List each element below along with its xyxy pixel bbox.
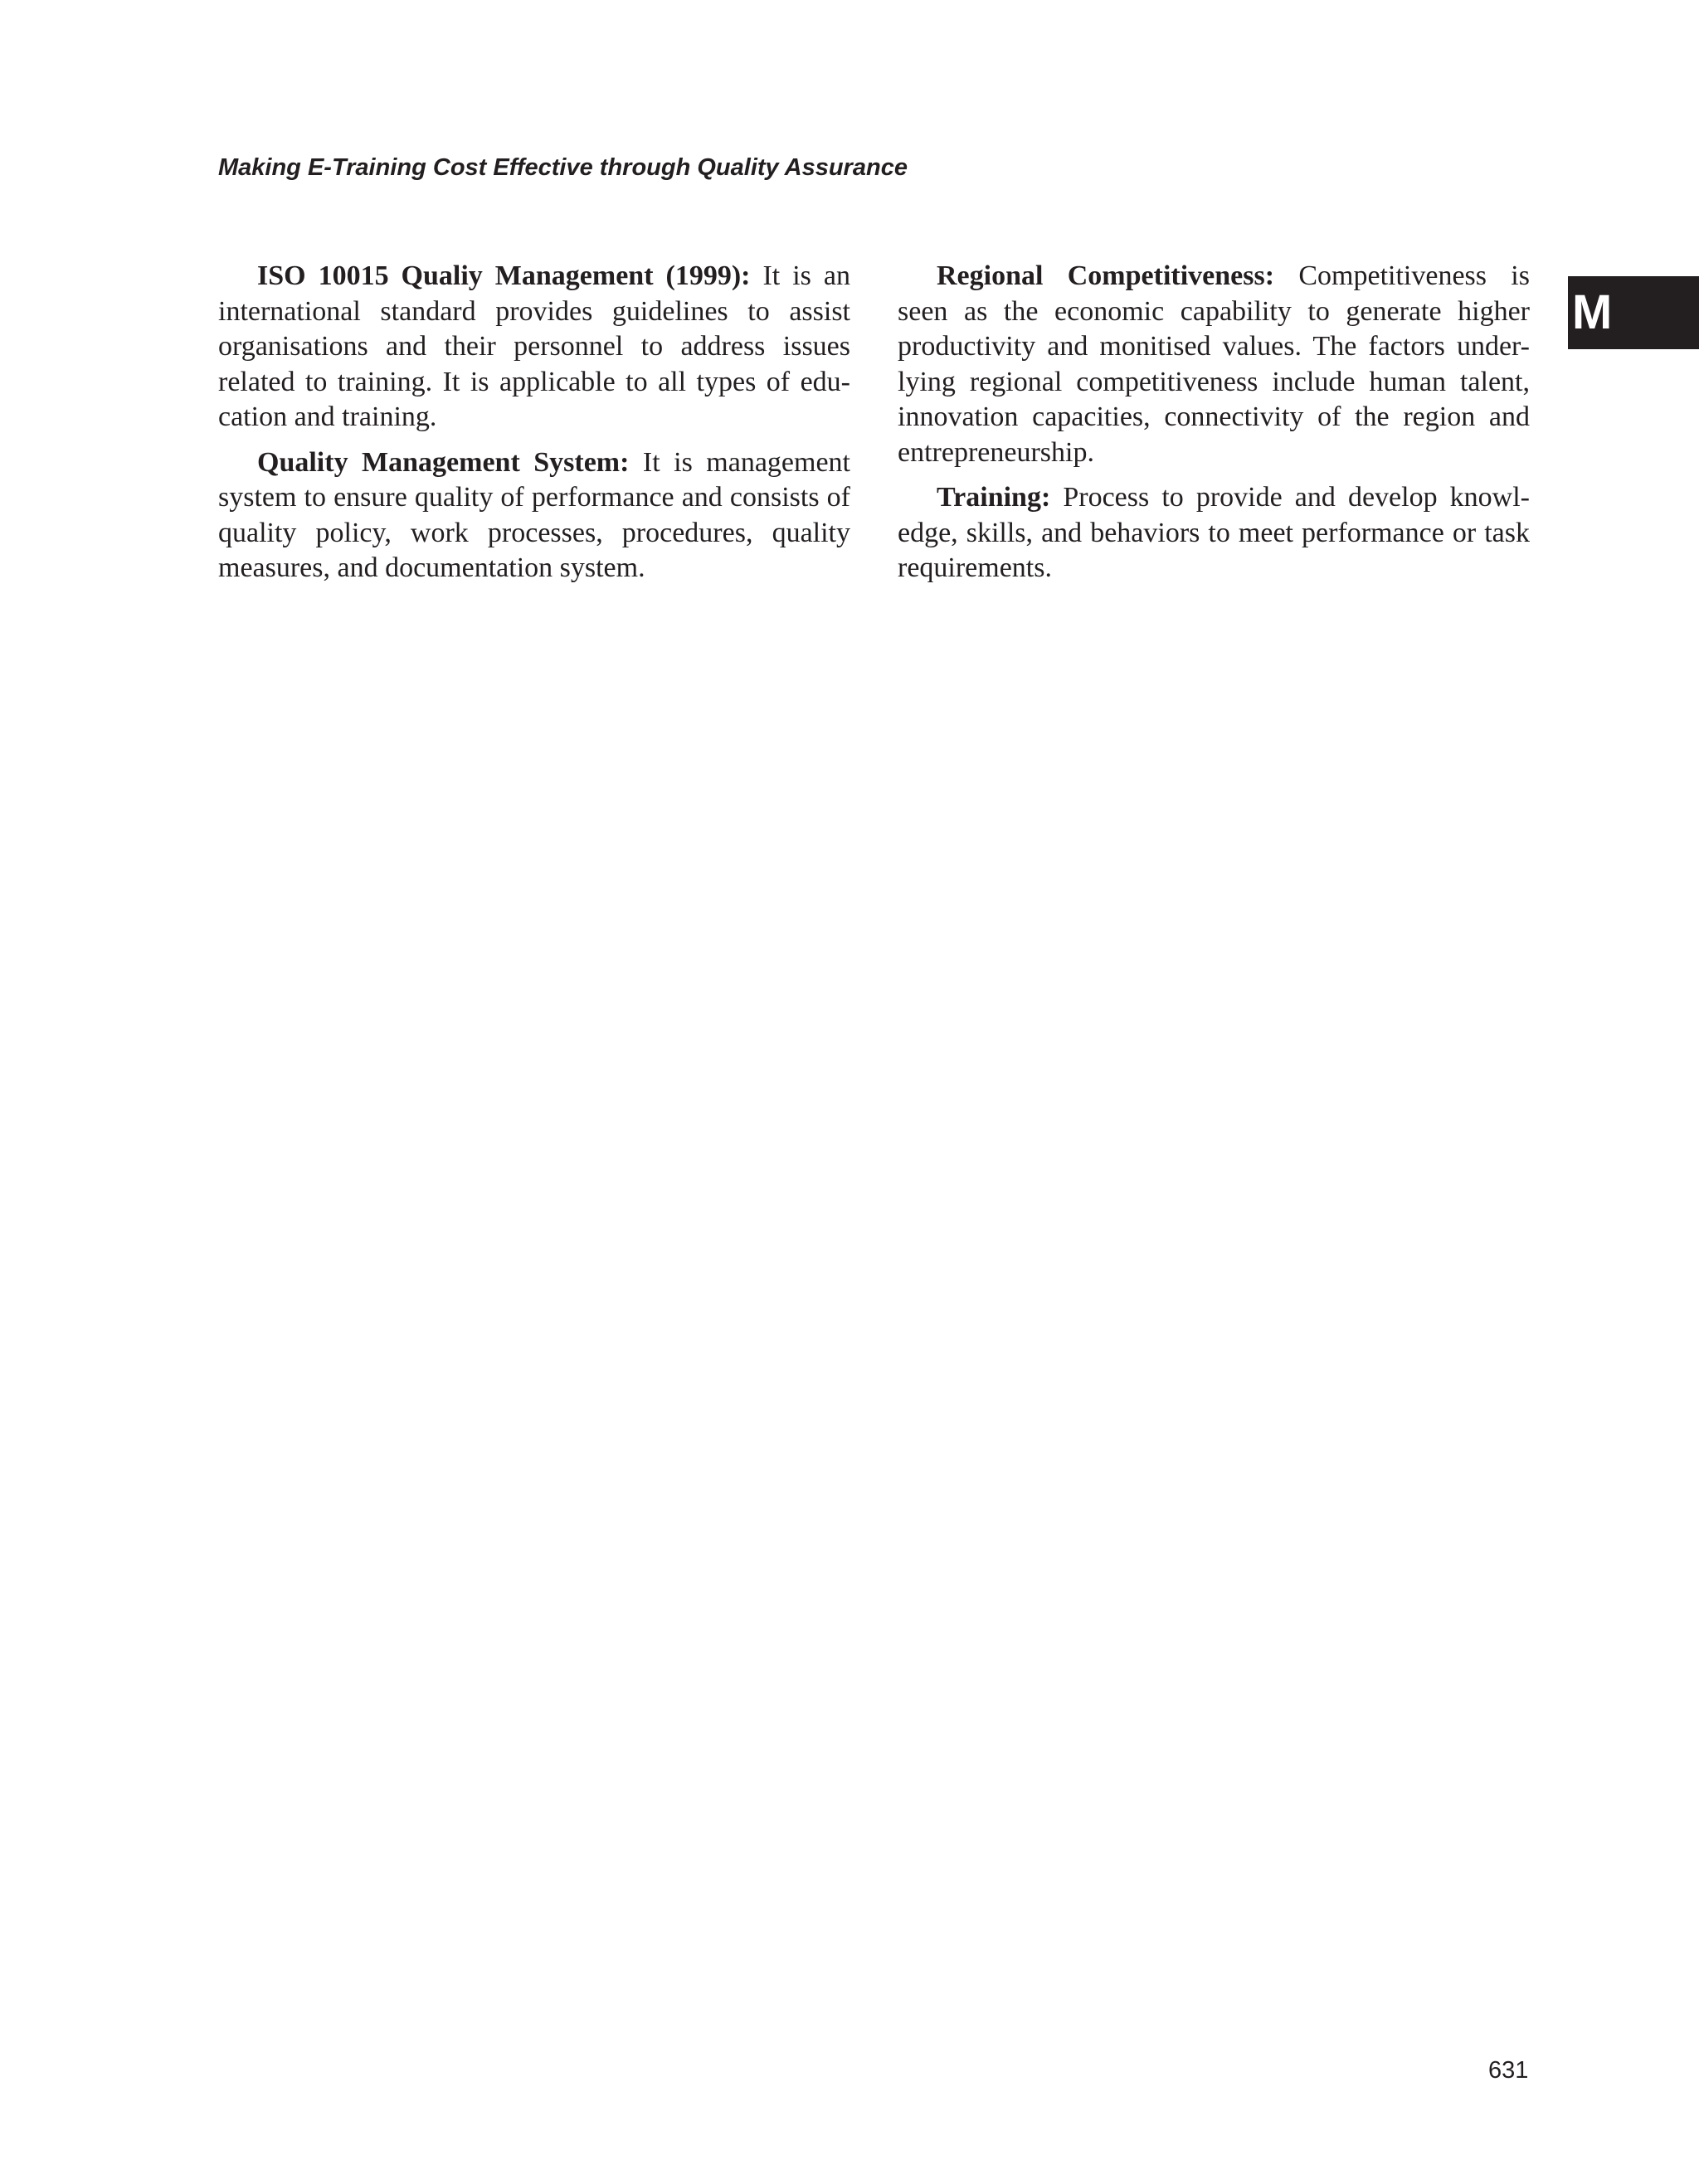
glossary-definition: It is management system to ensure quality of performance and consists of quality policy, work processes, procedures, quality measures, and documentation system. [218,446,850,583]
glossary-entry-quality-management-system [218,445,850,586]
glossary-definition: Competitiveness is seen as the economic capability to generate higher productivity and monitised values. The factors under-lying regional competitiveness include human talent, innovation capacities, connectivity of the region and entrepreneurship. [898,260,1530,468]
glossary-entry-regional-competitiveness [898,259,1530,470]
glossary-term: Training: [937,482,1051,513]
glossary-term: Quality Management System: [257,446,630,478]
glossary-definition: Process to provide and develop knowl-edge, skills, and behaviors to meet performance or task requirements. [898,482,1530,583]
page-number: 631 [1488,2057,1529,2084]
glossary-entry-training [898,480,1530,586]
glossary-term: Regional Competitiveness: [937,260,1275,291]
left-column [218,259,850,596]
glossary-term: ISO 10015 Qualiy Management (1999): [257,260,751,291]
thumb-index-tab: M [1568,276,1699,349]
glossary-entry-iso-10015 [218,259,850,435]
running-head: Making E-Training Cost Effective through Quality Assurance [218,154,908,181]
right-column [898,259,1530,596]
glossary-definition: It is an international standard provides guidelines to assist organisations and their personnel to address issues related to training. It is applicable to all types of edu-cation and training. [218,260,850,432]
